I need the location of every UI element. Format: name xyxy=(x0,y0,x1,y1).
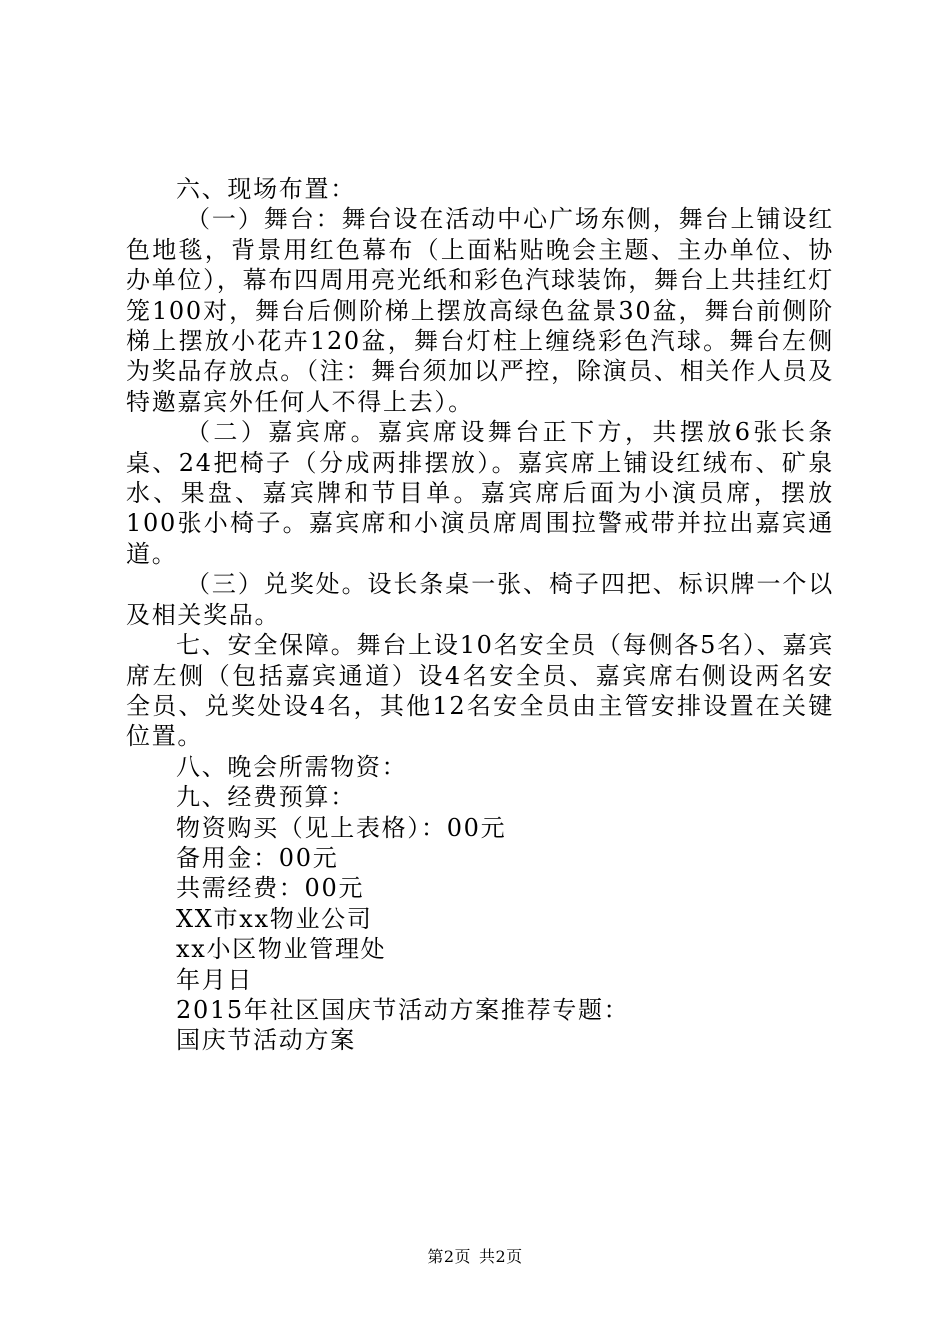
budget-line-reserve: 备用金：00元 xyxy=(176,843,339,872)
section-heading-supplies: 八、晚会所需物资： xyxy=(176,752,408,781)
recommend-topic-heading: 2015年社区国庆节活动方案推荐专题： xyxy=(176,995,630,1024)
signature-office: xx小区物业管理处 xyxy=(176,935,387,964)
paragraph-security: 七、安全保障。舞台上设10名安全员（每侧各5名）、嘉宾席左侧（包括嘉宾通道）设4名安全员、嘉宾席右侧设两名安全员、兑奖处设4名，其他12名安全员由主管安排设置在关键位置。 xyxy=(126,631,834,751)
signature-date: 年月日 xyxy=(176,965,254,994)
page-footer xyxy=(0,1244,950,1267)
paragraph-stage: （一）舞台：舞台设在活动中心广场东侧，舞台上铺设红色地毯，背景用红色幕布（上面粘贴晚会主题、主办单位、协办单位），幕布四周用亮光纸和彩色汽球装饰，舞台上共挂红灯笼100对，舞台后侧阶梯上摆放高绿色盆景30盆，舞台前侧阶梯上摆放小花卉120盆，舞台灯柱上缠绕彩色汽球。舞台左侧为奖品存放点。（注：舞台须加以严控，除演员、相关作人员及特邀嘉宾外任何人不得上去）。 xyxy=(126,205,834,416)
budget-line-purchase: 物资购买（见上表格）：00元 xyxy=(176,813,507,842)
section-heading-site-layout: 六、现场布置： xyxy=(176,175,356,203)
section-heading-budget: 九、经费预算： xyxy=(176,783,356,812)
page-total: 共2页 xyxy=(479,1247,523,1266)
page-number: 第2页 xyxy=(427,1247,471,1266)
document-body xyxy=(126,174,834,1056)
paragraph-guest-seating: （二）嘉宾席。嘉宾席设舞台正下方，共摆放6张长条桌、24把椅子（分成两排摆放）。嘉宾席上铺设红绒布、矿泉水、果盘、嘉宾牌和节目单。嘉宾席后面为小演员席，摆放100张小椅子。嘉宾席和小演员席周围拉警戒带并拉出嘉宾通道。 xyxy=(126,418,834,568)
paragraph-prize-desk: （三）兑奖处。设长条桌一张、椅子四把、标识牌一个以及相关奖品。 xyxy=(126,570,834,629)
signature-company: XX市xx物业公司 xyxy=(176,904,373,933)
recommend-topic-link[interactable]: 国庆节活动方案 xyxy=(176,1026,356,1055)
budget-line-total: 共需经费：00元 xyxy=(176,874,365,903)
